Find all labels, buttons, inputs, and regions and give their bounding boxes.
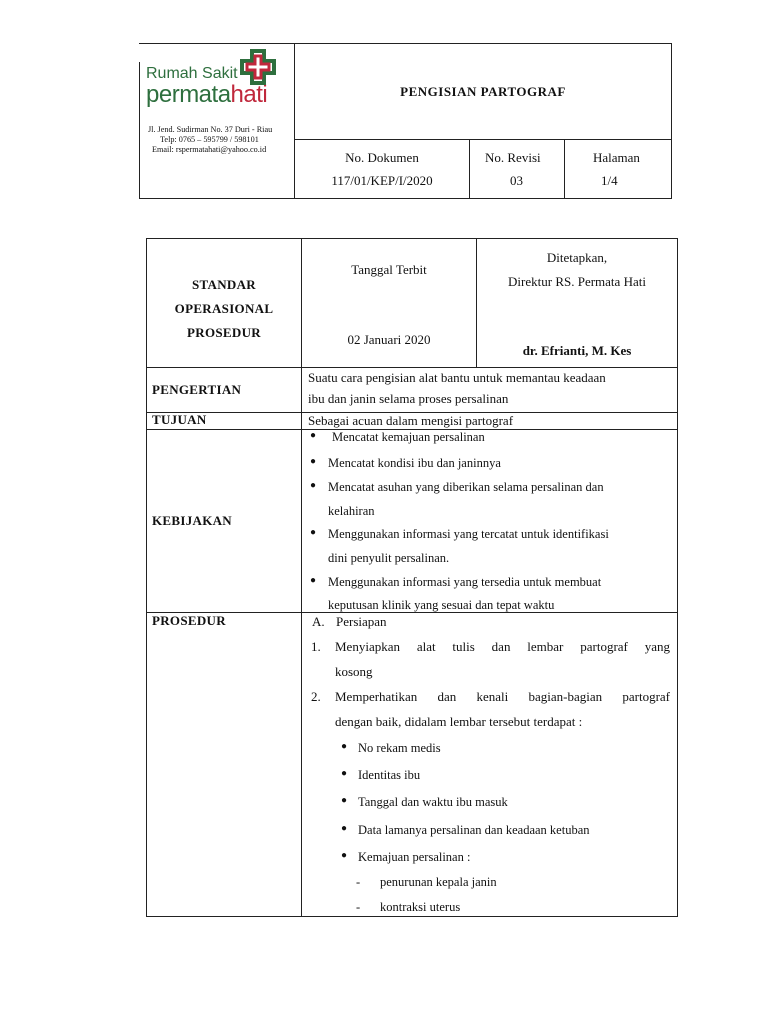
- sop-title: [147, 273, 301, 345]
- tanggal-terbit-label: Tanggal Terbit: [351, 262, 427, 277]
- step-1-number: 1.: [311, 639, 321, 654]
- logo-text-rumah-sakit: Rumah Sakit: [146, 65, 238, 82]
- prosedur-section-title: Persiapan: [336, 614, 387, 629]
- logo-cell-border: [139, 62, 140, 199]
- bullet-icon: ●: [341, 741, 348, 752]
- logo-text-permata: permata: [146, 81, 231, 108]
- prosedur-section-letter: A.: [312, 614, 325, 629]
- no-revisi-label: No. Revisi: [485, 150, 541, 165]
- bullet-icon: ●: [341, 795, 348, 806]
- step-2-line2: dengan baik, didalam lembar tersebut terdapat :: [335, 714, 583, 729]
- direktur-label: Direktur RS. Permata Hati: [508, 274, 646, 289]
- sop-title-line3: PROSEDUR: [187, 325, 261, 340]
- hospital-email: Email: rspermatahati@yahoo.co.id: [152, 145, 267, 154]
- sop-title-line1: STANDAR: [192, 277, 256, 292]
- logo-text-hati: hati: [230, 81, 268, 108]
- kebijakan-label: KEBIJAKAN: [152, 513, 232, 528]
- no-dokumen-label: No. Dokumen: [345, 150, 419, 165]
- tujuan-text: Sebagai acuan dalam mengisi partograf: [308, 413, 514, 428]
- bullet-icon: ●: [341, 768, 348, 779]
- step-1-line1: Menyiapkan alat tulis dan lembar partograf yang: [335, 639, 670, 654]
- hospital-address: Jl. Jend. Sudirman No. 37 Duri - Riau: [148, 125, 273, 134]
- tanggal-terbit-value: 02 Januari 2020: [347, 332, 431, 347]
- document-title: PENGISIAN PARTOGRAF: [400, 84, 566, 99]
- tujuan-label: TUJUAN: [152, 412, 207, 427]
- kebijakan-item-cont: kelahiran: [328, 504, 375, 518]
- no-dokumen-value: 117/01/KEP/I/2020: [331, 173, 433, 188]
- bullet-icon: ●: [310, 456, 317, 467]
- halaman-label: Halaman: [593, 150, 640, 165]
- bullet-icon: ●: [341, 850, 348, 861]
- kebijakan-item-cont: dini penyulit persalinan.: [328, 551, 450, 565]
- logo-cross-icon: [234, 48, 282, 92]
- ditetapkan-label: Ditetapkan,: [546, 250, 608, 265]
- dash-mark: -: [356, 900, 361, 914]
- bullet-icon: ●: [310, 575, 317, 586]
- row-line-1: [146, 367, 678, 368]
- step-2-number: 2.: [311, 689, 321, 704]
- step-2-line1: Memperhatikan dan kenali bagian-bagian partograf: [335, 689, 670, 704]
- step-1-line2: kosong: [335, 664, 373, 679]
- doc-info-divider-2: [564, 139, 565, 199]
- header-divider-horizontal: [294, 139, 672, 140]
- doc-info-divider-1: [469, 139, 470, 199]
- pengertian-label: PENGERTIAN: [152, 382, 242, 397]
- no-revisi-value: 03: [510, 173, 523, 188]
- kebijakan-item-cont: keputusan klinik yang sesuai dan tepat waktu: [328, 598, 555, 612]
- prosedur-label: PROSEDUR: [152, 613, 226, 628]
- pengertian-text-line2: ibu dan janin selama proses persalinan: [308, 391, 509, 406]
- bullet-icon: ●: [310, 430, 317, 441]
- hospital-phone: Telp: 0765 – 595799 / 598101: [160, 135, 259, 144]
- signer-name: dr. Efrianti, M. Kes: [522, 343, 632, 358]
- sop-title-line2: OPERASIONAL: [174, 301, 274, 316]
- bullet-icon: ●: [310, 480, 317, 491]
- halaman-value: 1/4: [601, 173, 618, 188]
- bullet-icon: ●: [310, 527, 317, 538]
- dash-mark: -: [356, 875, 361, 889]
- bullet-icon: ●: [341, 823, 348, 834]
- logo: [146, 48, 292, 118]
- pengertian-text-line1: Suatu cara pengisian alat bantu untuk memantau keadaan: [308, 370, 606, 385]
